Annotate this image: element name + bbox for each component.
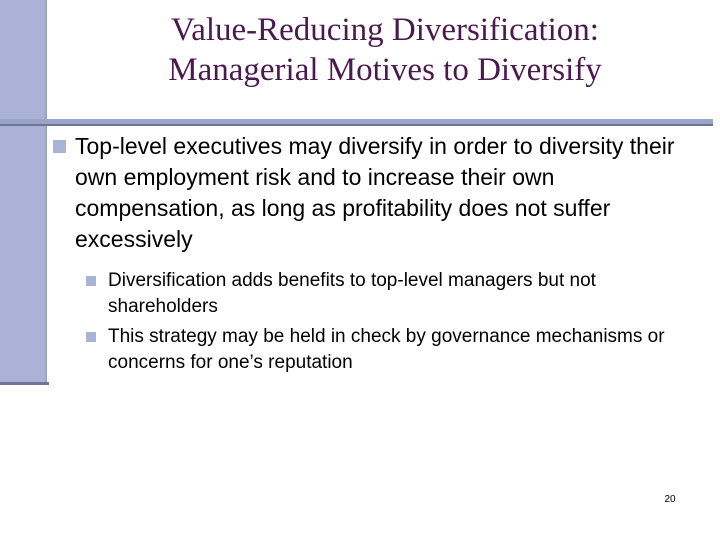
square-bullet-icon [53,140,66,153]
bullet-text: Top-level executives may diversify in order to diversity their own employment risk and to increase their own compensation, as long as profitability does not suffer excessively [75,133,675,252]
sub-bullet-text: Diversification adds benefits to top-level managers but not shareholders [108,270,596,317]
square-bullet-icon [86,276,96,286]
bullet-item [53,131,708,255]
sub-bullet-text: This strategy may be held in check by governance mechanisms or concerns for one’s reputation [108,326,665,373]
page-number: 20 [664,494,676,505]
side-accent-bar-shadow [0,382,49,385]
sub-bullet-item [86,268,706,320]
slide-title [60,10,710,90]
side-accent-bar [0,0,47,384]
square-bullet-icon [86,332,96,342]
sub-bullet-item [86,324,706,376]
sub-bullet-list [86,268,706,380]
title-divider-shadow [0,124,713,126]
slide-title-line-2: Managerial Motives to Diversify [168,52,602,88]
slide-title-line-1: Value-Reducing Diversification: [171,12,599,48]
